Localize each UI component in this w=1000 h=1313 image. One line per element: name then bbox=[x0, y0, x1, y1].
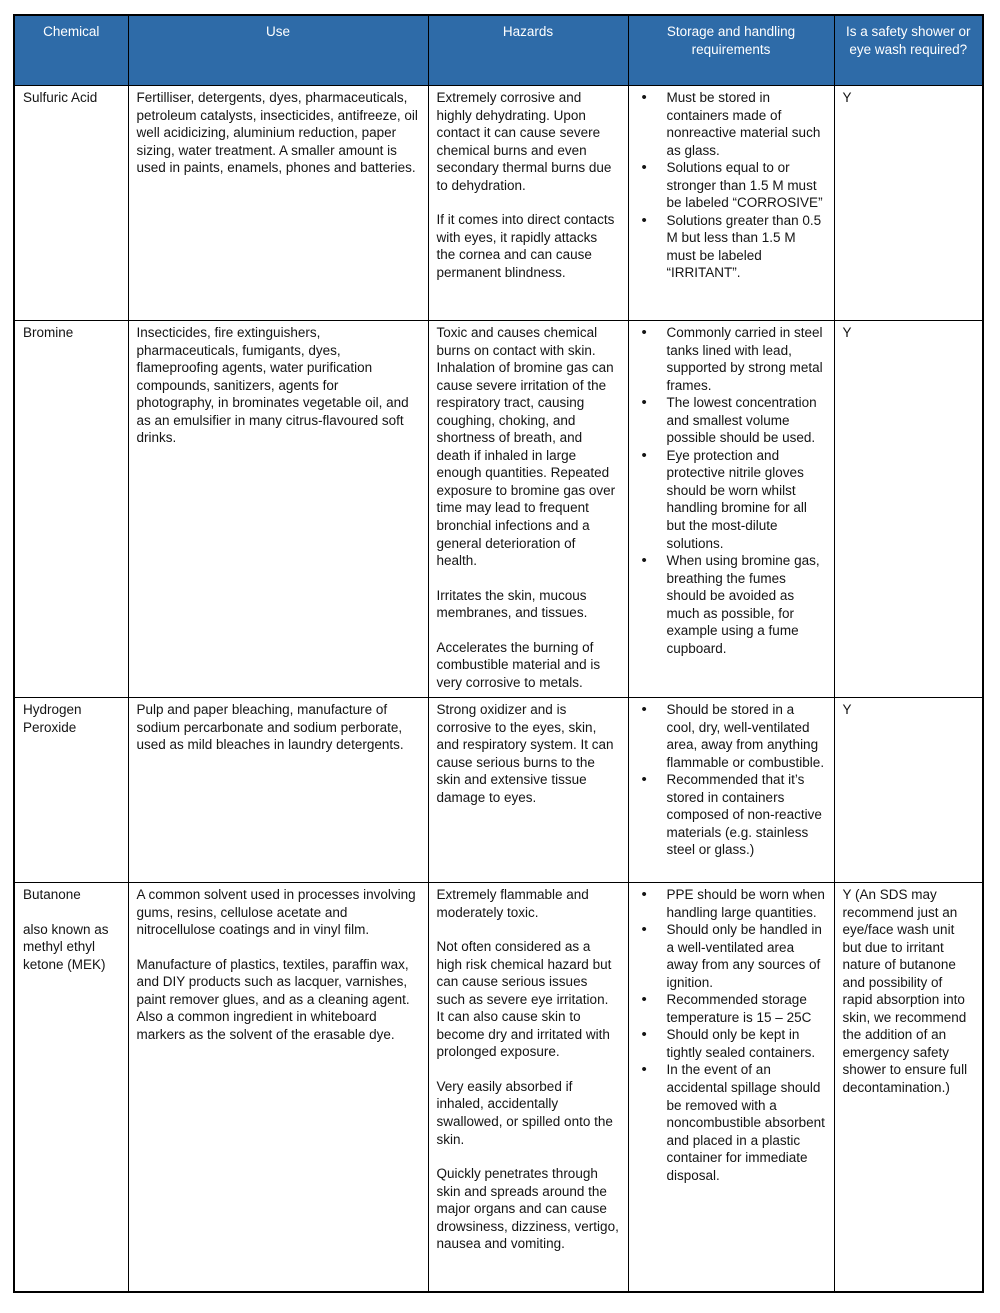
paragraph: Insecticides, fire extinguishers, pharmaceuticals, fumigants, dyes, flameproofing agents, water purification compounds, sanitizers, agents for photography, in brominates vegetable oil, and as an emulsifier in many citrus-flavoured soft drinks. bbox=[136, 325, 409, 446]
header-cell-use: Use bbox=[128, 15, 428, 86]
storage-bullet-list bbox=[637, 886, 826, 1184]
header-cell-hazards: Hazards bbox=[428, 15, 628, 86]
chemical-name: Butanone bbox=[23, 887, 81, 902]
bullet-item: • Must be stored in containers made of nonreactive material such as glass. bbox=[637, 89, 826, 159]
paragraph: Toxic and causes chemical burns on contact with skin. Inhalation of bromine gas can cause severe irritation of the respiratory tract, causing coughing, choking, and shortness of breath, and death if inhaled in large enough quantities. Repeated exposure to bromine gas over time may lead to frequent bronchial infections and a general deterioration of health. bbox=[436, 325, 616, 569]
chemical-name: Hydrogen Peroxide bbox=[23, 702, 82, 735]
storage-bullet-list bbox=[637, 324, 826, 657]
shower-required-value: Y (An SDS may recommend just an eye/face wash unit but due to irritant nature of butanone and possibility of rapid absorption into skin, we recommend the addition of an emergency safety shower to ensure full decontamination.) bbox=[842, 887, 968, 1096]
header-cell-storage: Storage and handling requirements bbox=[628, 15, 834, 86]
shower-required-value: Y bbox=[842, 325, 852, 340]
bullet-item: • Eye protection and protective nitrile gloves should be worn whilst handling bromine for all but the most-dilute solutions. bbox=[637, 447, 826, 552]
paragraph: Irritates the skin, mucous membranes, and tissues. bbox=[436, 587, 588, 621]
cell-storage bbox=[628, 698, 834, 883]
chemical-alias: also known as methyl ethyl ketone (MEK) bbox=[23, 921, 109, 972]
cell-shower bbox=[834, 698, 983, 883]
chemical-hazards-table bbox=[13, 14, 984, 1293]
bullet-item: • Should be stored in a cool, dry, well-ventilated area, away from anything flammable or combustible. bbox=[637, 701, 826, 771]
paragraph: Accelerates the burning of combustible material and is very corrosive to metals. bbox=[436, 639, 601, 690]
bullet-item: • When using bromine gas, breathing the fumes should be avoided as much as possible, for example using a fume cupboard. bbox=[637, 552, 826, 657]
shower-required-value: Y bbox=[842, 90, 852, 105]
paragraph: Extremely flammable and moderately toxic. bbox=[436, 887, 589, 920]
cell-chemical bbox=[14, 883, 128, 1292]
paragraph: Manufacture of plastics, textiles, paraffin wax, and DIY products such as lacquer, varnishes, paint remover glues, and as a cleaning agent. Also a common ingredient in whiteboard markers as the solvent of the erasable dye. bbox=[136, 956, 410, 1042]
storage-bullet-list bbox=[637, 89, 826, 282]
cell-hazards bbox=[428, 698, 628, 883]
chemical-name: Sulfuric Acid bbox=[23, 90, 98, 105]
shower-required-value: Y bbox=[842, 702, 852, 717]
chemical-name: Bromine bbox=[23, 325, 74, 340]
cell-shower bbox=[834, 321, 983, 698]
cell-use bbox=[128, 86, 428, 321]
paragraph: Extremely corrosive and highly dehydrating. Upon contact it can cause severe chemical burns and even secondary thermal burns due to dehydration. bbox=[436, 90, 612, 193]
bullet-item: • Commonly carried in steel tanks lined with lead, supported by strong metal frames. bbox=[637, 324, 826, 394]
paragraph: Very easily absorbed if inhaled, accidentally swallowed, or spilled onto the skin. bbox=[436, 1078, 613, 1147]
cell-chemical bbox=[14, 321, 128, 698]
cell-shower bbox=[834, 86, 983, 321]
header-row bbox=[14, 15, 983, 86]
bullet-item: • Solutions greater than 0.5 M but less than 1.5 M must be labeled “IRRITANT”. bbox=[637, 212, 826, 282]
bullet-item: • Solutions equal to or stronger than 1.5 M must be labeled “CORROSIVE” bbox=[637, 159, 826, 212]
cell-storage bbox=[628, 321, 834, 698]
header-cell-chemical: Chemical bbox=[14, 15, 128, 86]
paragraph: If it comes into direct contacts with eyes, it rapidly attacks the cornea and can cause permanent blindness. bbox=[436, 212, 615, 280]
cell-chemical bbox=[14, 698, 128, 883]
header-cell-shower: Is a safety shower or eye wash required? bbox=[834, 15, 983, 86]
table-row-bromine bbox=[14, 321, 983, 698]
cell-hazards bbox=[428, 86, 628, 321]
cell-shower bbox=[834, 883, 983, 1292]
cell-storage bbox=[628, 883, 834, 1292]
table-row-sulfuric-acid bbox=[14, 86, 983, 321]
bullet-item: • Should only be kept in tightly sealed containers. bbox=[637, 1026, 826, 1061]
table-row-butanone bbox=[14, 883, 983, 1292]
paragraph: Fertilliser, detergents, dyes, pharmaceuticals, petroleum catalysts, insecticides, antifreeze, oil well acidicizing, aluminium reduction, paper sizing, water treatment. A smaller amount is used in paints, enamels, phones and batteries. bbox=[136, 90, 418, 176]
bullet-item: • In the event of an accidental spillage should be removed with a noncombustible absorbent and placed in a plastic container for immediate disposal. bbox=[637, 1061, 826, 1184]
table-row-hydrogen-peroxide bbox=[14, 698, 983, 883]
bullet-item: • Should only be handled in a well-ventilated area away from any sources of ignition. bbox=[637, 921, 826, 991]
paragraph: Pulp and paper bleaching, manufacture of sodium percarbonate and sodium perborate, used as mild bleaches in laundry detergents. bbox=[136, 702, 404, 753]
cell-storage bbox=[628, 86, 834, 321]
cell-use bbox=[128, 321, 428, 698]
bullet-item: • Recommended storage temperature is 15 – 25C bbox=[637, 991, 826, 1026]
bullet-item: • The lowest concentration and smallest volume possible should be used. bbox=[637, 394, 826, 447]
cell-use bbox=[128, 698, 428, 883]
bullet-item: • Recommended that it’s stored in containers composed of non-reactive materials (e.g. stainless steel or glass.) bbox=[637, 771, 826, 859]
cell-use bbox=[128, 883, 428, 1292]
paragraph: Quickly penetrates through skin and spreads around the major organs and can cause drowsiness, dizziness, vertigo, nausea and vomiting. bbox=[436, 1166, 619, 1252]
cell-hazards bbox=[428, 321, 628, 698]
bullet-item: • PPE should be worn when handling large quantities. bbox=[637, 886, 826, 921]
paragraph: Not often considered as a high risk chemical hazard but can cause serious issues such as severe eye irritation. It can also cause skin to become dry and irritated with prolonged exposure. bbox=[436, 939, 612, 1060]
paragraph: A common solvent used in processes involving gums, resins, cellulose acetate and nitrocellulose coatings and in vinyl film. bbox=[136, 887, 416, 938]
cell-chemical bbox=[14, 86, 128, 321]
document-page bbox=[0, 14, 1000, 1313]
paragraph: Strong oxidizer and is corrosive to the eyes, skin, and respiratory system. It can cause serious burns to the skin and extensive tissue damage to eyes. bbox=[436, 702, 614, 805]
cell-hazards bbox=[428, 883, 628, 1292]
storage-bullet-list bbox=[637, 701, 826, 859]
